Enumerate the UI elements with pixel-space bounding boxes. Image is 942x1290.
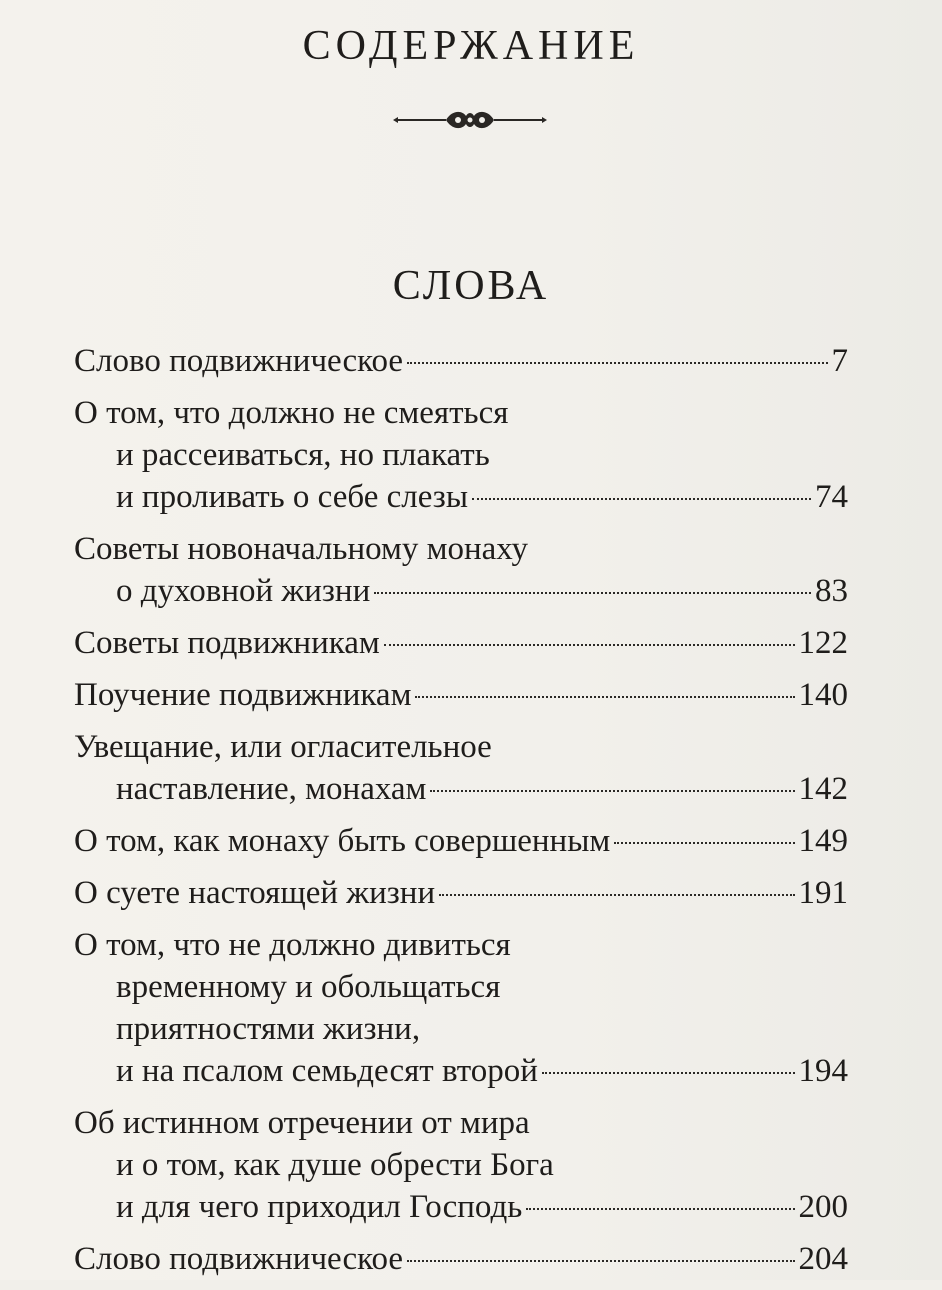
toc-entry-line: [74, 820, 848, 862]
section-heading: СЛОВА: [392, 263, 550, 309]
toc-entry-title: О том, что должно не смеяться: [74, 395, 509, 431]
page-title: СОДЕРЖАНИЕ: [302, 23, 640, 69]
toc-entry-title: Советы подвижникам: [74, 625, 380, 661]
toc-page-number: 83: [815, 573, 848, 609]
toc-entry-line: [74, 924, 848, 966]
toc-page-number: 149: [798, 823, 848, 859]
toc-entry-title: и для чего приходил Господь: [116, 1189, 523, 1225]
toc-entry-line: [74, 528, 848, 570]
toc-page-number: 204: [798, 1241, 848, 1277]
toc-page-number: 7: [831, 343, 848, 379]
toc-entry-line: [74, 726, 848, 768]
toc-page-number: 200: [798, 1189, 848, 1225]
toc-entry-line: [74, 1238, 848, 1280]
toc-page-number: 122: [798, 625, 848, 661]
dot-leader: [384, 644, 795, 646]
dot-leader: [526, 1208, 794, 1210]
dot-leader: [439, 894, 794, 896]
toc-entry-title: Увещание, или огласительное: [74, 729, 492, 765]
toc-entry[interactable]: [74, 924, 848, 1092]
toc-entry-line: [74, 476, 848, 518]
toc-entry-line: [74, 570, 848, 612]
toc-entry[interactable]: [74, 726, 848, 810]
toc-entry-line: [74, 340, 848, 382]
toc-entry[interactable]: [74, 622, 848, 664]
toc-entry-line: [74, 1186, 848, 1228]
toc-entry-title: приятностями жизни,: [116, 1011, 421, 1047]
toc-entry[interactable]: [74, 1102, 848, 1228]
toc-entry[interactable]: [74, 820, 848, 862]
toc-entry-title: о духовной жизни: [116, 573, 371, 609]
toc-entry-title: временному и обольщаться: [116, 969, 501, 1005]
toc-page-number: 142: [798, 771, 848, 807]
dot-leader: [407, 362, 827, 364]
dot-leader: [614, 842, 794, 844]
table-of-contents: [74, 340, 848, 1290]
toc-entry[interactable]: [74, 674, 848, 716]
toc-entry-title: Советы новоначальному монаху: [74, 531, 529, 567]
toc-entry[interactable]: [74, 1238, 848, 1280]
toc-entry-line: [74, 434, 848, 476]
toc-entry[interactable]: [74, 340, 848, 382]
toc-entry-title: О суете настоящей жизни: [74, 875, 436, 911]
toc-entry[interactable]: [74, 872, 848, 914]
toc-entry-line: [74, 1102, 848, 1144]
dot-leader: [542, 1072, 795, 1074]
dot-leader: [415, 696, 794, 698]
toc-entry-title: наставление, монахам: [116, 771, 427, 807]
toc-page-number: 140: [798, 677, 848, 713]
dot-leader: [430, 790, 794, 792]
toc-entry-title: О том, как монаху быть совершенным: [74, 823, 611, 859]
toc-entry-title: и проливать о себе слезы: [116, 479, 468, 515]
toc-entry-line: [74, 1008, 848, 1050]
toc-entry-title: Слово подвижническое: [74, 1241, 404, 1277]
toc-entry-line: [74, 872, 848, 914]
toc-entry-line: [74, 768, 848, 810]
toc-page-number: 194: [798, 1053, 848, 1089]
toc-entry-title: и на псалом семьдесят второй: [116, 1053, 538, 1089]
toc-entry-title: и о том, как душе обрести Бога: [116, 1147, 554, 1183]
toc-entry-title: и рассеиваться, но плакать: [116, 437, 490, 473]
toc-entry-line: [74, 674, 848, 716]
toc-entry-line: [74, 966, 848, 1008]
toc-entry-line: [74, 1050, 848, 1092]
toc-page-number: 191: [798, 875, 848, 911]
toc-page-number: 74: [815, 479, 848, 515]
toc-entry[interactable]: [74, 528, 848, 612]
toc-entry-title: Слово подвижническое: [74, 343, 404, 379]
toc-entry-line: [74, 622, 848, 664]
toc-entry-line: [74, 392, 848, 434]
toc-entry-title: Об истинном отречении от мира: [74, 1105, 530, 1141]
toc-entry-title: Поучение подвижникам: [74, 677, 412, 713]
toc-entry[interactable]: [74, 392, 848, 518]
dot-leader: [472, 498, 811, 500]
dot-leader: [374, 592, 811, 594]
dot-leader: [407, 1260, 794, 1262]
toc-entry-title: О том, что не должно дивиться: [74, 927, 511, 963]
ornament-divider-icon: [392, 106, 548, 134]
toc-entry-line: [74, 1144, 848, 1186]
